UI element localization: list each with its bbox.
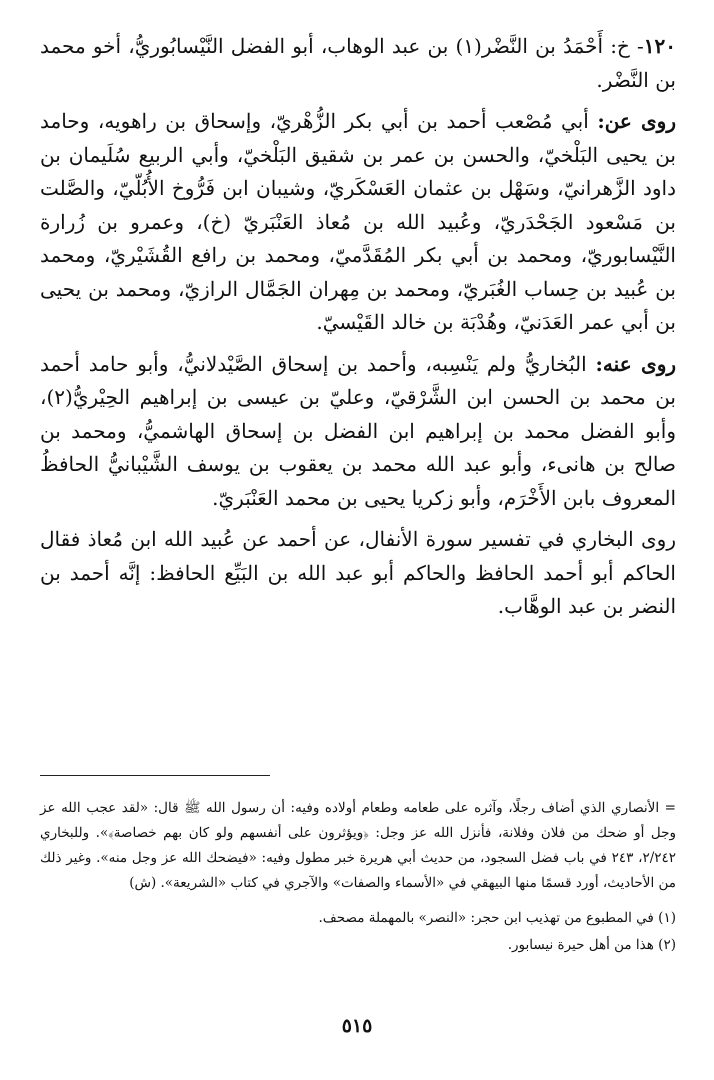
narrated-by-paragraph	[40, 348, 676, 516]
footnote-2: (٢) هذا من أهل حيرة نيسابور.	[507, 937, 676, 953]
narrated-from-label: روى عن:	[597, 109, 677, 133]
continued-note	[40, 796, 676, 896]
main-text	[40, 30, 676, 632]
narrated-from-text: أبي مُصْعب أحمد بن أبي بكر الزُّهْريّ، وإسحاق بن راهويه، وحامد بن يحيى البَلْخيّ، والحسن بن عمر بن شقيق البَلْخيّ، وأبي الربيع سُلَيمان بن داود الزَّهرانيّ، وسَهْل بن عثمان العَسْكَريّ، وشيبان ابن فَرُّوخ الأُبُلّيّ، والصَّلت بن مَسْعود الجَحْدَريّ، وعُبيد الله بن مُعاذ العَنْبَريّ (خ)، وعمرو بن زُرارة النَّيْسابوريّ، ومحمد بن أبي بكر المُقَدَّميّ، ومحمد بن رافع القُشَيْريّ، ومحمد بن عُبيد بن حِساب الغُبَريّ، ومحمد بن مِهران الجَمَّال الرازيّ، ومحمد بن يحيى بن أبي عمر العَدَنيّ، وهُدْبَة بن خالد القَيْسيّ.	[40, 109, 676, 334]
entry-header	[40, 30, 676, 97]
narrated-by-label: روى عنه:	[595, 351, 677, 376]
closing-paragraph: روى البخاري في تفسير سورة الأنفال، عن أحمد عن عُبيد الله ابن مُعاذ فقال الحاكم أبو أحمد الحافظ والحاكم أبو عبد الله بن البَيِّع الحافظ: إنَّه أحمد بن النضر بن عبد الوهَّاب.	[40, 527, 676, 618]
entry-header-text: - خ: أَحْمَدُ بن النَّضْر(١) بن عبد الوهاب، أبو الفضل النَّيْسابُوريُّ، أخو محمد بن النَّضْر.	[40, 34, 676, 92]
footnote-divider	[40, 775, 270, 776]
entry-number: ١٢٠	[643, 34, 677, 58]
footnote-1: (١) في المطبوع من تهذيب ابن حجر: «النصر» بالمهملة مصحف.	[318, 910, 676, 926]
page-number: ٥١٥	[341, 1015, 373, 1037]
narrated-from-paragraph	[40, 105, 676, 340]
continued-note-text: = الأنصاري الذي أضاف رجلًا، وآثره على طعامه وطعام أولاده وفيه: أن رسول الله ﷺ قال: «لقد عجب الله عز وجل أو ضحك من فلان وفلانة، فأنزل الله عز وجل: ﴿ويؤثرون على أنفسهم ولو كان بهم خصاصة﴾». وللبخاري ٢/٢٤٢، ٢٤٣ في باب فضل السجود، من حديث أبي هريرة خبر مطول وفيه: «فيضحك الله عز وجل منه». وغير ذلك من الأحاديث، أورد قسمًا منها البيهقي في «الأسماء والصفات» والآجري في كتاب «الشريعة». (ش)	[40, 800, 676, 891]
narrated-by-text: البُخاريُّ ولم يَنْسِبه، وأحمد بن إسحاق الصَّيْدلانيُّ، وأبو حامد أحمد بن محمد بن الحسن ابن الشَّرْقيّ، وعليّ بن عيسى بن إبراهيم الحِيْريُّ(٢)، وأبو الفضل محمد بن إبراهيم ابن الفضل بن إسحاق الهاشميُّ، ومحمد بن صالح بن هانىء، وأبو عبد الله محمد بن يعقوب بن يوسف الشَّيْبانيُّ الحافظُ المعروف بابن الأَخْرَم، وأبو زكريا يحيى بن محمد العَنْبَريّ.	[40, 351, 676, 510]
